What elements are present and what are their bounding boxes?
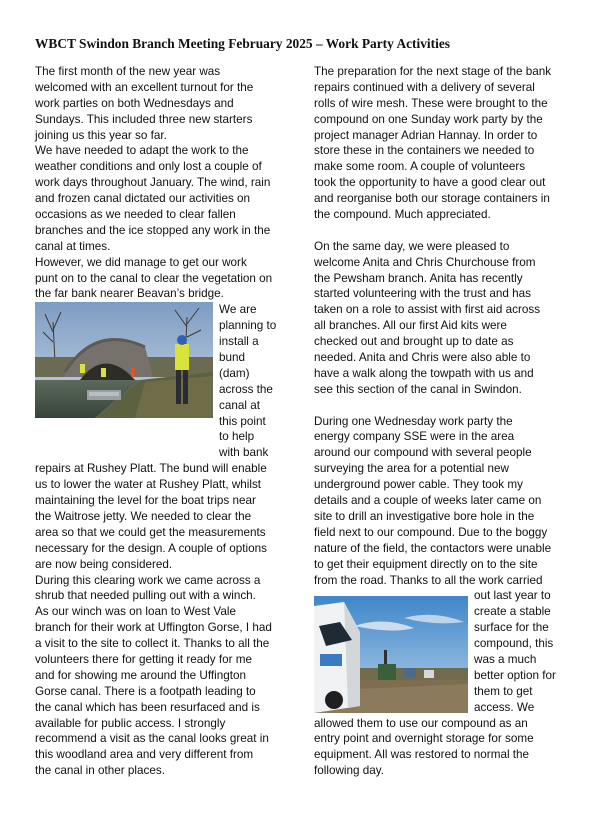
text-line: Sundays. This included three new starters [35,112,253,126]
paragraph-gap [314,398,564,414]
text-line: work parties on both Wednesdays and [35,96,234,110]
right-paragraph-first-aid [314,239,564,398]
text-line: the Pewsham branch. Anita has recently [314,271,523,285]
text-line: install a [219,335,259,349]
text-line: this woodland area and very different from [35,748,254,762]
text-line: store these in the containers we needed to [314,144,535,158]
text-line: area so that we could get the measurements [35,525,266,539]
text-line: needed. Anita and Chris were also able to [314,351,531,365]
text-line: checked out and brought up to date as [314,335,514,349]
text-line: access. We [474,700,535,714]
text-line: Gorse canal. There is a footpath leading to [35,684,256,698]
text-line: started volunteering with the trust and has [314,287,531,301]
text-line: bund [219,351,246,365]
text-line: this point [219,414,266,428]
text-line: shrub that needed pulling out with a winch. [35,589,256,603]
text-line: canal at times. [35,239,111,253]
text-line: following day. [314,764,384,778]
text-line: took the opportunity to have a good clear out [314,176,546,190]
text-line: the Waitrose jetty. We needed to clear the [35,509,252,523]
text-line: The first month of the new year was [35,65,221,78]
text-line: across the [219,382,273,396]
text-line: with bank [219,446,269,460]
text-line: As our winch was on loan to West Vale [35,605,236,619]
compound-van-photo [314,596,468,713]
text-line: However, we did manage to get our work [35,255,247,269]
text-line: branches and the ice stopped any work in the [35,223,271,237]
left-paragraph-rest [35,461,285,779]
text-line: nature of the field, the contactors were unable [314,541,552,555]
left-column [35,64,285,779]
text-line: joining us this year so far. [35,128,167,142]
text-line: the far bank nearer Beavan’s bridge. [35,287,224,301]
right-paragraph-wire-mesh [314,64,564,223]
text-line: better option for [474,668,556,682]
text-line: We have needed to adapt the work to the [35,144,249,158]
text-line: field next to our compound. Due to the boggy [314,525,548,539]
text-line: them to get [474,684,533,698]
text-line: the compound. Much appreciated. [314,208,491,222]
text-line: On the same day, we were pleased to [314,239,510,253]
text-line: project manager Adrian Hannay. In order to [314,128,538,142]
text-line: and frozen canal dictated our activities on [35,192,251,206]
text-line: compound on one Sunday work party by the [314,112,543,126]
text-line: us to lower the water at Rushey Platt, whilst [35,478,262,492]
bridge-canal-photo [35,302,213,418]
text-line: all branches. All our first Aid kits were [314,319,507,333]
text-line: the canal in other places. [35,764,165,778]
text-line: branch for their work at Uffington Gorse, I had [35,621,272,635]
text-line: and reorganise both our storage containers in [314,192,550,206]
text-line: punt on to the canal to clear the vegetation on [35,271,273,285]
text-line: (dam) [219,366,250,380]
text-line: are now being considered. [35,557,173,571]
text-line: repairs continued with a delivery of several [314,80,535,94]
text-line: welcomed with an excellent turnout for the [35,80,254,94]
text-line: allowed them to use our compound as an [314,716,528,730]
text-line: During this clearing work we came across a [35,573,261,587]
text-line: compound, this [474,637,554,651]
text-line: have a walk along the towpath with us and [314,366,534,380]
right-paragraph-sse [314,414,564,589]
paragraph-gap [314,223,564,239]
text-line: work days throughout January. The wind, rain [35,176,271,190]
text-line: welcome Anita and Chris Churchouse from [314,255,536,269]
text-line: planning to [219,319,277,333]
text-line: entry point and overnight storage for some [314,732,534,746]
text-line: We are [219,303,257,317]
text-line: create a stable [474,605,551,619]
text-line: occasions as we needed to clear fallen [35,208,236,222]
text-line: surface for the [474,621,549,635]
text-line: the canal which has been resurfaced and is [35,700,260,714]
text-line: and for showing me around the Uffington [35,668,246,682]
text-line: repairs at Rushey Platt. The bund will enable [35,462,267,476]
page-title: WBCT Swindon Branch Meeting February 2025 – Work Party Activities [35,36,450,51]
text-line: taken on a role to assist with first aid across [314,303,541,317]
right-paragraph-rest [314,716,564,780]
text-line: maintaining the level for the boat trips near [35,494,256,508]
text-line: During one Wednesday work party the [314,414,513,428]
text-line: site to drill an investigative bore hole in the [314,509,535,523]
text-line: rolls of wire mesh. These were brought to the [314,96,548,110]
text-line: recommend a visit as the canal looks great in [35,732,269,746]
text-line: volunteers there for getting it ready for me [35,652,252,666]
text-line: available for public access. I strongly [35,716,226,730]
text-line: The preparation for the next stage of the bank [314,65,552,78]
text-line: underground power cable. They took my [314,478,523,492]
text-line: energy company SSE were in the area [314,430,515,444]
text-line: around our compound with several people [314,446,532,460]
text-line: canal at [219,398,260,412]
text-line: a visit to the site to collect it. Thanks to all the [35,637,270,651]
text-line: equipment. All was restored to normal the [314,748,530,762]
text-line: surveying the area for a potential new [314,462,509,476]
text-line: details and a couple of weeks later came on [314,494,542,508]
text-line: from the road. Thanks to all the work carried [314,573,543,587]
text-line: to get their equipment directly on to the site [314,557,538,571]
left-paragraph-intro [35,64,285,302]
text-line: to help [219,430,255,444]
text-line: necessary for the design. A couple of options [35,541,267,555]
text-line: make some room. A couple of volunteers [314,160,526,174]
text-line: was a much [474,652,537,666]
text-line: out last year to [474,589,551,603]
text-line: see this section of the canal in Swindon. [314,382,522,396]
text-line: weather conditions and only lost a couple of [35,160,262,174]
